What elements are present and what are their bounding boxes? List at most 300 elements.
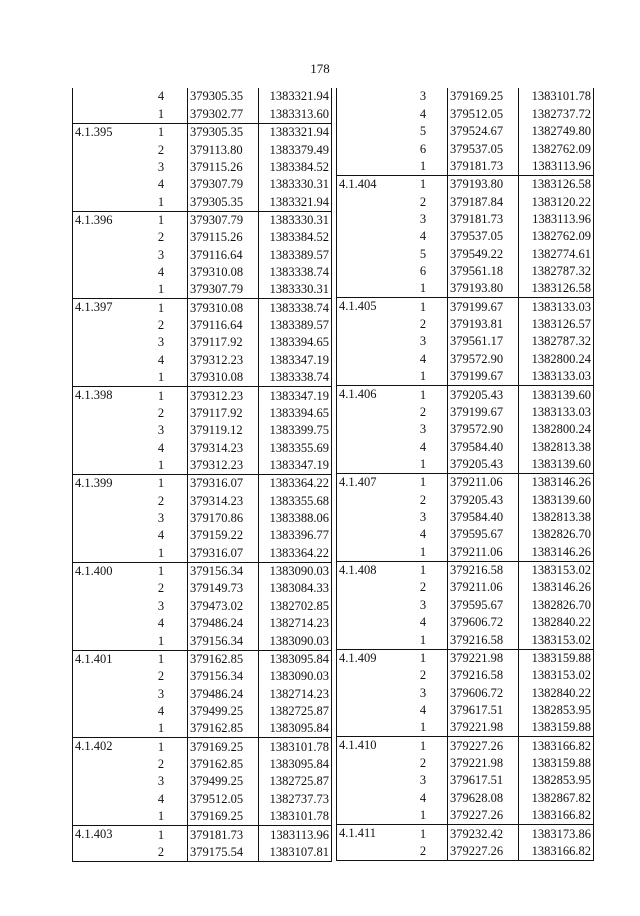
coordinate-x: 379595.67 — [448, 526, 519, 543]
coordinate-y: 1383101.78 — [259, 808, 332, 826]
coordinate-y: 1383166.82 — [519, 737, 594, 755]
point-number: 1 — [399, 386, 448, 404]
coordinate-x: 379193.80 — [448, 175, 519, 193]
coordinate-y: 1383126.58 — [519, 175, 594, 193]
coordinate-x: 379572.90 — [448, 350, 519, 367]
coordinate-y: 1382762.09 — [519, 228, 594, 245]
point-number: 4 — [157, 791, 165, 806]
table-row — [73, 299, 332, 317]
coordinate-x: 379115.26 — [188, 229, 259, 246]
coordinate-y: 1383139.60 — [519, 491, 594, 508]
coordinate-x: 379310.08 — [188, 299, 259, 317]
section-number: 4.1.396 — [73, 211, 136, 299]
point-number: 2 — [419, 756, 427, 771]
coordinate-x: 379307.79 — [188, 176, 259, 193]
point-number: 1 — [135, 387, 188, 405]
point-number: 2 — [157, 669, 165, 684]
coordinate-x: 379314.23 — [188, 439, 259, 456]
point-number: 3 — [419, 685, 427, 700]
coordinate-x: 379572.90 — [448, 421, 519, 438]
point-number: 4 — [419, 527, 427, 542]
point-number: 6 — [419, 264, 427, 279]
coordinate-y: 1383133.03 — [519, 298, 594, 316]
coordinate-y: 1382762.09 — [519, 140, 594, 157]
coordinate-y: 1383095.84 — [259, 756, 332, 773]
page-number: 178 — [310, 61, 330, 76]
section-number — [337, 88, 400, 175]
point-number: 1 — [157, 545, 165, 560]
point-number: 4 — [419, 106, 427, 121]
point-number: 3 — [419, 773, 427, 788]
coordinate-y: 1382853.95 — [519, 702, 594, 719]
section-number: 4.1.400 — [73, 562, 136, 650]
coordinate-x: 379606.72 — [448, 614, 519, 631]
point-number: 1 — [157, 721, 165, 736]
coordinate-x: 379156.34 — [188, 562, 259, 580]
coordinate-x: 379584.40 — [448, 438, 519, 455]
table-row — [337, 473, 594, 491]
coordinate-y: 1383133.03 — [519, 368, 594, 386]
coordinate-x: 379628.08 — [448, 789, 519, 806]
point-number: 1 — [419, 158, 427, 173]
coordinate-y: 1382702.85 — [259, 597, 332, 614]
coordinate-x: 379312.23 — [188, 351, 259, 368]
point-number: 1 — [135, 299, 188, 317]
point-number: 1 — [419, 720, 427, 735]
coordinate-x: 379119.12 — [188, 422, 259, 439]
point-number: 4 — [419, 229, 427, 244]
coordinate-x: 379156.34 — [188, 668, 259, 685]
table-row — [337, 175, 594, 193]
point-number: 1 — [399, 649, 448, 667]
point-number: 4 — [157, 440, 165, 455]
coordinate-y: 1383095.84 — [259, 650, 332, 668]
point-number: 2 — [157, 318, 165, 333]
coordinate-y: 1383347.19 — [259, 387, 332, 405]
coordinate-x: 379169.25 — [188, 738, 259, 756]
coordinate-x: 379216.58 — [448, 631, 519, 649]
coordinate-y: 1383173.86 — [519, 825, 594, 843]
point-number: 1 — [157, 633, 165, 648]
coordinate-x: 379181.73 — [188, 826, 259, 844]
coordinate-x: 379199.67 — [448, 368, 519, 386]
coordinate-y: 1382826.70 — [519, 596, 594, 613]
coordinate-x: 379116.64 — [188, 317, 259, 334]
coordinate-x: 379537.05 — [448, 140, 519, 157]
coordinate-x: 379305.35 — [188, 88, 259, 105]
coordinate-y: 1382787.32 — [519, 263, 594, 280]
point-number: 1 — [399, 175, 448, 193]
point-number: 2 — [157, 757, 165, 772]
table-row — [73, 211, 332, 229]
coordinate-x: 379302.77 — [188, 105, 259, 123]
coordinate-y: 1383384.52 — [259, 158, 332, 175]
point-number: 2 — [157, 405, 165, 420]
point-number: 4 — [157, 177, 165, 192]
coordinate-y: 1383166.82 — [519, 842, 594, 860]
section-number: 4.1.407 — [337, 473, 400, 561]
point-number: 3 — [157, 598, 165, 613]
coordinate-y: 1382714.23 — [259, 685, 332, 702]
coordinate-y: 1383394.65 — [259, 404, 332, 421]
coordinate-x: 379221.98 — [448, 755, 519, 772]
point-number: 4 — [419, 439, 427, 454]
coordinate-x: 379199.67 — [448, 298, 519, 316]
coordinate-x: 379561.18 — [448, 263, 519, 280]
coordinate-x: 379211.06 — [448, 543, 519, 561]
coordinate-y: 1383396.77 — [259, 527, 332, 544]
coordinate-x: 379499.25 — [188, 773, 259, 790]
coordinate-y: 1383146.26 — [519, 473, 594, 491]
coordinates-table-right — [336, 88, 594, 861]
coordinate-y: 1383153.02 — [519, 667, 594, 684]
coordinate-y: 1383095.84 — [259, 720, 332, 738]
point-number: 1 — [135, 123, 188, 141]
point-number: 1 — [135, 474, 188, 492]
coordinate-y: 1383321.94 — [259, 193, 332, 211]
coordinate-y: 1383330.31 — [259, 176, 332, 193]
coordinate-x: 379169.25 — [188, 808, 259, 826]
coordinate-x: 379211.06 — [448, 579, 519, 596]
coordinate-y: 1383338.74 — [259, 299, 332, 317]
table-row — [73, 738, 332, 756]
point-number: 4 — [157, 528, 165, 543]
point-number: 1 — [399, 825, 448, 843]
coordinate-x: 379310.08 — [188, 264, 259, 281]
point-number: 5 — [419, 124, 427, 139]
point-number: 3 — [419, 510, 427, 525]
coordinate-x: 379211.06 — [448, 473, 519, 491]
section-number: 4.1.408 — [337, 561, 400, 649]
coordinate-y: 1383384.52 — [259, 229, 332, 246]
coordinate-x: 379113.80 — [188, 141, 259, 158]
coordinate-y: 1383159.88 — [519, 649, 594, 667]
coordinate-y: 1383330.31 — [259, 281, 332, 299]
table-row — [73, 387, 332, 405]
coordinate-x: 379305.35 — [188, 123, 259, 141]
coordinate-x: 379617.51 — [448, 772, 519, 789]
coordinate-y: 1383126.57 — [519, 316, 594, 333]
coordinate-y: 1382867.82 — [519, 789, 594, 806]
coordinate-y: 1382714.23 — [259, 615, 332, 632]
point-number: 1 — [135, 211, 188, 229]
point-number: 5 — [419, 246, 427, 261]
section-number: 4.1.409 — [337, 649, 400, 737]
coordinate-y: 1383399.75 — [259, 422, 332, 439]
section-number: 4.1.395 — [73, 123, 136, 211]
coordinate-y: 1383126.58 — [519, 280, 594, 298]
coordinate-x: 379205.43 — [448, 386, 519, 404]
point-number: 4 — [419, 703, 427, 717]
table-row — [337, 649, 594, 667]
section-number: 4.1.410 — [337, 737, 400, 825]
point-number: 1 — [399, 737, 448, 755]
coordinate-x: 379486.24 — [188, 615, 259, 632]
coordinate-y: 1383379.49 — [259, 141, 332, 158]
coordinate-y: 1383146.26 — [519, 543, 594, 561]
point-number: 2 — [157, 142, 165, 157]
table-row — [337, 561, 594, 579]
point-number: 3 — [419, 422, 427, 437]
section-number: 4.1.399 — [73, 474, 136, 562]
coordinate-x: 379584.40 — [448, 509, 519, 526]
point-number: 3 — [157, 423, 165, 438]
coordinate-y: 1383101.78 — [259, 738, 332, 756]
section-number: 4.1.397 — [73, 299, 136, 387]
coordinate-y: 1383113.96 — [259, 826, 332, 844]
table-row — [337, 88, 594, 105]
point-number: 4 — [419, 351, 427, 366]
point-number: 4 — [157, 616, 165, 631]
table-row — [337, 386, 594, 404]
coordinate-y: 1382826.70 — [519, 526, 594, 543]
point-number: 1 — [419, 808, 427, 823]
coordinate-y: 1383084.33 — [259, 580, 332, 597]
coordinate-x: 379149.73 — [188, 580, 259, 597]
coordinate-x: 379312.23 — [188, 387, 259, 405]
coordinate-y: 1383146.26 — [519, 579, 594, 596]
coordinate-x: 379181.73 — [448, 211, 519, 228]
coordinate-y: 1383139.60 — [519, 456, 594, 474]
coordinate-y: 1383101.78 — [519, 88, 594, 105]
coordinate-y: 1383394.65 — [259, 334, 332, 351]
table-row — [337, 298, 594, 316]
coordinate-x: 379307.79 — [188, 281, 259, 299]
point-number: 2 — [399, 842, 448, 860]
coordinate-x: 379162.85 — [188, 720, 259, 738]
coordinate-y: 1383113.96 — [519, 211, 594, 228]
table-row — [73, 474, 332, 492]
section-number: 4.1.403 — [73, 826, 136, 862]
point-number: 1 — [135, 650, 188, 668]
section-number — [73, 88, 136, 123]
coordinate-y: 1382725.87 — [259, 773, 332, 790]
coordinate-x: 379170.86 — [188, 510, 259, 527]
coordinate-y: 1383347.19 — [259, 457, 332, 475]
coordinate-y: 1383338.74 — [259, 264, 332, 281]
section-number: 4.1.406 — [337, 386, 400, 474]
coordinate-x: 379205.43 — [448, 456, 519, 474]
coordinate-y: 1382725.87 — [259, 703, 332, 720]
coordinate-x: 379187.84 — [448, 193, 519, 210]
coordinate-x: 379221.98 — [448, 719, 519, 737]
point-number: 3 — [157, 686, 165, 701]
coordinate-y: 1383321.94 — [259, 123, 332, 141]
coordinate-y: 1382774.61 — [519, 245, 594, 262]
section-number: 4.1.405 — [337, 298, 400, 386]
coordinate-x: 379232.42 — [448, 825, 519, 843]
coordinate-y: 1383389.57 — [259, 317, 332, 334]
coordinate-y: 1383347.19 — [259, 351, 332, 368]
coordinates-table-left — [72, 88, 332, 862]
coordinate-x: 379512.05 — [448, 105, 519, 122]
point-number: 4 — [419, 615, 427, 630]
point-number: 4 — [157, 352, 165, 367]
coordinate-x: 379561.17 — [448, 333, 519, 350]
point-number: 1 — [157, 809, 165, 824]
coordinate-y: 1383133.03 — [519, 403, 594, 420]
coordinate-x: 379199.67 — [448, 403, 519, 420]
point-number: 4 — [157, 89, 165, 104]
coordinate-x: 379227.26 — [448, 807, 519, 825]
coordinate-y: 1383107.81 — [259, 843, 332, 861]
coordinate-x: 379595.67 — [448, 596, 519, 613]
point-number: 1 — [135, 738, 188, 756]
coordinate-x: 379175.54 — [188, 843, 259, 861]
coordinate-y: 1382840.22 — [519, 684, 594, 701]
table-row — [73, 88, 332, 105]
point-number: 2 — [419, 668, 427, 683]
coordinate-y: 1382853.95 — [519, 772, 594, 789]
coordinate-y: 1382737.73 — [259, 790, 332, 807]
coordinate-x: 379221.98 — [448, 649, 519, 667]
point-number: 2 — [419, 404, 427, 419]
point-number: 1 — [419, 281, 427, 296]
coordinate-x: 379307.79 — [188, 211, 259, 229]
coordinate-x: 379162.85 — [188, 756, 259, 773]
table-row — [337, 737, 594, 755]
section-number: 4.1.404 — [337, 175, 400, 298]
coordinate-y: 1382813.38 — [519, 438, 594, 455]
coordinate-x: 379181.73 — [448, 157, 519, 175]
point-number: 1 — [157, 457, 165, 472]
coordinate-x: 379162.85 — [188, 650, 259, 668]
coordinate-x: 379537.05 — [448, 228, 519, 245]
section-number: 4.1.411 — [337, 825, 400, 861]
coordinate-y: 1383166.82 — [519, 807, 594, 825]
coordinate-x: 379227.26 — [448, 737, 519, 755]
coordinate-y: 1383159.88 — [519, 755, 594, 772]
coordinate-x: 379193.80 — [448, 280, 519, 298]
coordinate-y: 1382813.38 — [519, 509, 594, 526]
table-row — [73, 826, 332, 844]
coordinate-x: 379305.35 — [188, 193, 259, 211]
point-number: 1 — [419, 456, 427, 471]
point-number: 3 — [157, 247, 165, 262]
coordinate-x: 379169.25 — [448, 88, 519, 105]
point-number: 2 — [419, 194, 427, 209]
coordinate-x: 379205.43 — [448, 491, 519, 508]
coordinate-x: 379316.07 — [188, 474, 259, 492]
coordinate-x: 379606.72 — [448, 684, 519, 701]
section-number: 4.1.401 — [73, 650, 136, 738]
point-number: 4 — [157, 704, 165, 718]
point-number: 1 — [157, 106, 165, 121]
section-number: 4.1.398 — [73, 387, 136, 475]
coordinate-y: 1382840.22 — [519, 614, 594, 631]
coordinate-x: 379216.58 — [448, 667, 519, 684]
point-number: 1 — [157, 194, 165, 209]
point-number: 2 — [157, 581, 165, 596]
coordinate-x: 379316.07 — [188, 544, 259, 562]
point-number: 3 — [419, 334, 427, 349]
point-number: 1 — [135, 826, 188, 844]
point-number: 1 — [419, 369, 427, 384]
table-row — [73, 123, 332, 141]
point-number: 1 — [135, 562, 188, 580]
coordinate-y: 1383364.22 — [259, 544, 332, 562]
point-number: 1 — [419, 632, 427, 647]
point-number: 3 — [157, 335, 165, 350]
coordinate-y: 1383388.06 — [259, 510, 332, 527]
coordinate-y: 1382800.24 — [519, 421, 594, 438]
point-number: 3 — [419, 89, 427, 104]
coordinate-x: 379617.51 — [448, 702, 519, 719]
coordinate-x: 379216.58 — [448, 561, 519, 579]
table-row — [73, 650, 332, 668]
coordinate-x: 379115.26 — [188, 158, 259, 175]
coordinate-x: 379193.81 — [448, 316, 519, 333]
coordinate-x: 379524.67 — [448, 123, 519, 140]
coordinate-x: 379473.02 — [188, 597, 259, 614]
point-number: 4 — [157, 265, 165, 280]
point-number: 6 — [419, 141, 427, 156]
coordinate-y: 1383321.94 — [259, 88, 332, 105]
coordinate-y: 1383338.74 — [259, 369, 332, 387]
coordinate-x: 379314.23 — [188, 492, 259, 509]
coordinate-y: 1383153.02 — [519, 561, 594, 579]
table-row — [337, 825, 594, 843]
coordinate-y: 1382737.72 — [519, 105, 594, 122]
coordinate-y: 1383120.22 — [519, 193, 594, 210]
coordinate-y: 1383364.22 — [259, 474, 332, 492]
coordinate-x: 379117.92 — [188, 404, 259, 421]
point-number: 3 — [157, 159, 165, 174]
coordinate-y: 1383330.31 — [259, 211, 332, 229]
coordinate-x: 379499.25 — [188, 703, 259, 720]
coordinate-y: 1383113.96 — [519, 157, 594, 175]
point-number: 2 — [419, 580, 427, 595]
section-number: 4.1.402 — [73, 738, 136, 826]
table-row — [73, 562, 332, 580]
point-number: 2 — [419, 317, 427, 332]
coordinate-y: 1383355.69 — [259, 439, 332, 456]
coordinate-y: 1382749.80 — [519, 123, 594, 140]
point-number: 1 — [399, 473, 448, 491]
point-number: 1 — [399, 561, 448, 579]
point-number: 4 — [419, 790, 427, 805]
point-number: 1 — [399, 298, 448, 316]
coordinate-x: 379159.22 — [188, 527, 259, 544]
coordinate-y: 1383090.03 — [259, 668, 332, 685]
coordinate-y: 1383090.03 — [259, 632, 332, 650]
coordinate-x: 379156.34 — [188, 632, 259, 650]
coordinate-y: 1382800.24 — [519, 350, 594, 367]
coordinate-y: 1383159.88 — [519, 719, 594, 737]
coordinate-y: 1383355.68 — [259, 492, 332, 509]
point-number: 3 — [419, 211, 427, 226]
coordinate-y: 1383090.03 — [259, 562, 332, 580]
point-number: 2 — [135, 843, 188, 861]
coordinate-x: 379549.22 — [448, 245, 519, 262]
point-number: 3 — [419, 597, 427, 612]
coordinate-x: 379117.92 — [188, 334, 259, 351]
coordinate-x: 379512.05 — [188, 790, 259, 807]
point-number: 2 — [419, 492, 427, 507]
point-number: 2 — [157, 230, 165, 245]
coordinate-x: 379312.23 — [188, 457, 259, 475]
coordinate-x: 379227.26 — [448, 842, 519, 860]
point-number: 3 — [157, 774, 165, 789]
coordinate-y: 1383139.60 — [519, 386, 594, 404]
point-number: 1 — [157, 370, 165, 385]
coordinate-y: 1383313.60 — [259, 105, 332, 123]
coordinate-x: 379116.64 — [188, 246, 259, 263]
coordinate-x: 379310.08 — [188, 369, 259, 387]
point-number: 2 — [157, 493, 165, 508]
coordinate-y: 1383389.57 — [259, 246, 332, 263]
point-number: 1 — [419, 544, 427, 559]
